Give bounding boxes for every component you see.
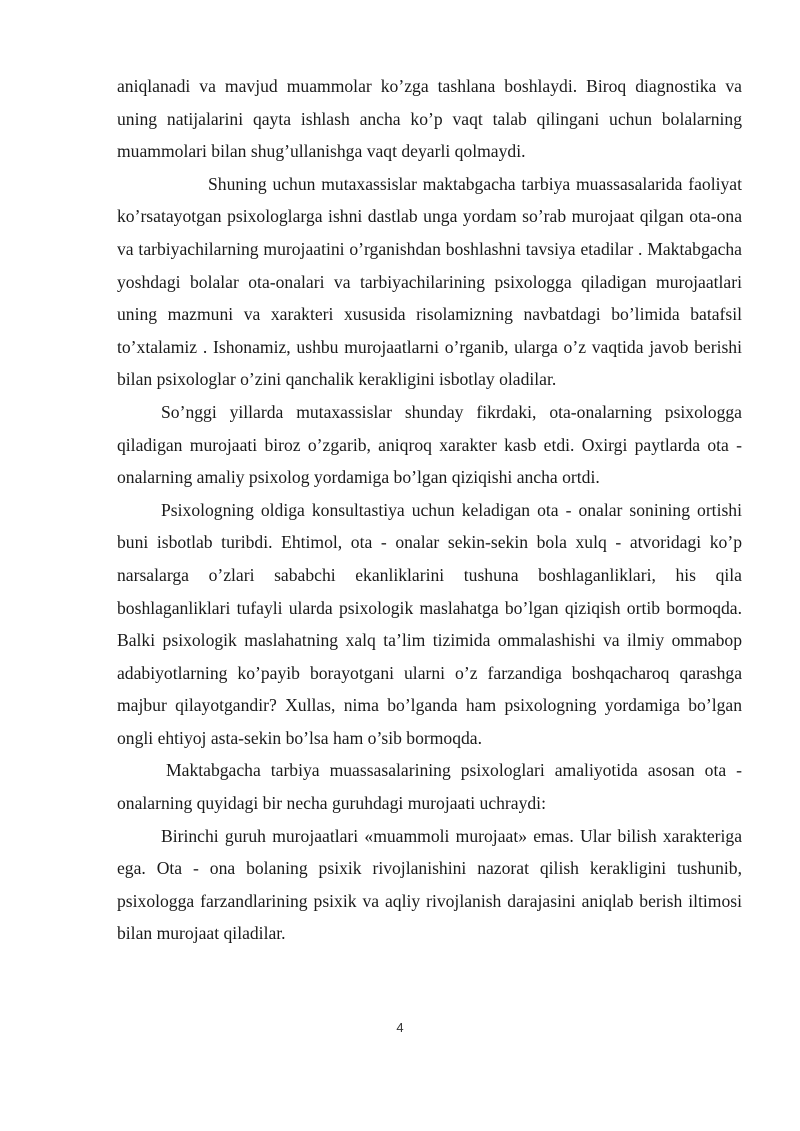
paragraph-request-groups: Maktabgacha tarbiya muassasalarining psixologlari amaliyotida asosan ota - onalarning quyidagi bir necha guruhdagi murojaati uchraydi: xyxy=(117,760,742,814)
paragraph-specialists-advice: Shuning uchun mutaxassislar maktabgacha tarbiya muassasalarida faoliyat ko’rsatayotgan psixologlarga ishni dastlab unga yordam so’rab murojaat qilgan ota-ona va tarbiyachilarning murojaatini o’rganishdan boshlashni tavsiya etadilar . Maktabgacha yoshdagi bolalar ota-onalari va tarbiyachilarining psixologga qiladigan murojaatlari uning mazmuni va xarakteri xususida risolamizning navbatdagi bo’limida batafsil to’xtalamiz . Ishonamiz, ushbu murojaatlarni o’rganib, ularga o’z vaqtida javob berishi bilan psixologlar o’zini qanchalik kerakligini isbotlay oladilar. xyxy=(117,173,742,390)
paragraph-continuation: aniqlanadi va mavjud muammolar ko’zga tashlana boshlaydi. Biroq diagnostika va uning natijalarini qayta ishlash ancha ko’p vaqt talab qilingani uchun bolalarning muammolari bilan shug’ullanishga vaqt deyarli qolmaydi. xyxy=(117,76,742,162)
paragraph-consultation-growth: Psixologning oldiga konsultastiya uchun keladigan ota - onalar sonining ortishi buni isbotlab turibdi. Ehtimol, ota - onalar sekin-sekin bola xulq - atvoridagi ko’p narsalarga o’zlari sababchi ekanliklarini tushuna boshlaganliklari, his qila boshlaganliklari tufayli ularda psixologik maslahatga bo’lgan qiziqish ortib bormoqda. Balki psixologik maslahatning xalq ta’lim tizimida ommalashishi va ilmiy ommabop adabiyotlarning ko’payib borayotgani ularni o’z farzandiga boshqacharoq qarashga majbur qilayotgandir? Xullas, nima bo’lganda ham psixologning yordamiga bo’lgan ongli ehtiyoj asta-sekin bo’lsa ham o’sib bormoqda. xyxy=(117,499,742,748)
paragraph-first-group: Birinchi guruh murojaatlari «muammoli murojaat» emas. Ular bilish xarakteriga ega. Ota - ona bolaning psixik rivojlanishini nazorat qilish kerakligini tushunib, psixologga farzandlarining psixik va aqliy rivojlanish darajasini aniqlab berish iltimosi bilan murojaat qiladilar. xyxy=(117,825,742,944)
page-number: 4 xyxy=(396,1020,404,1035)
paragraph-recent-years: So’nggi yillarda mutaxassislar shunday fikrdaki, ota-onalarning psixologga qiladigan murojaati biroz o’zgarib, aniqroq xarakter kasb etdi. Oxirgi paytlarda ota - onalarning amaliy psixolog yordamiga bo’lgan qiziqishi ancha ortdi. xyxy=(117,401,742,488)
document-body xyxy=(117,70,742,950)
